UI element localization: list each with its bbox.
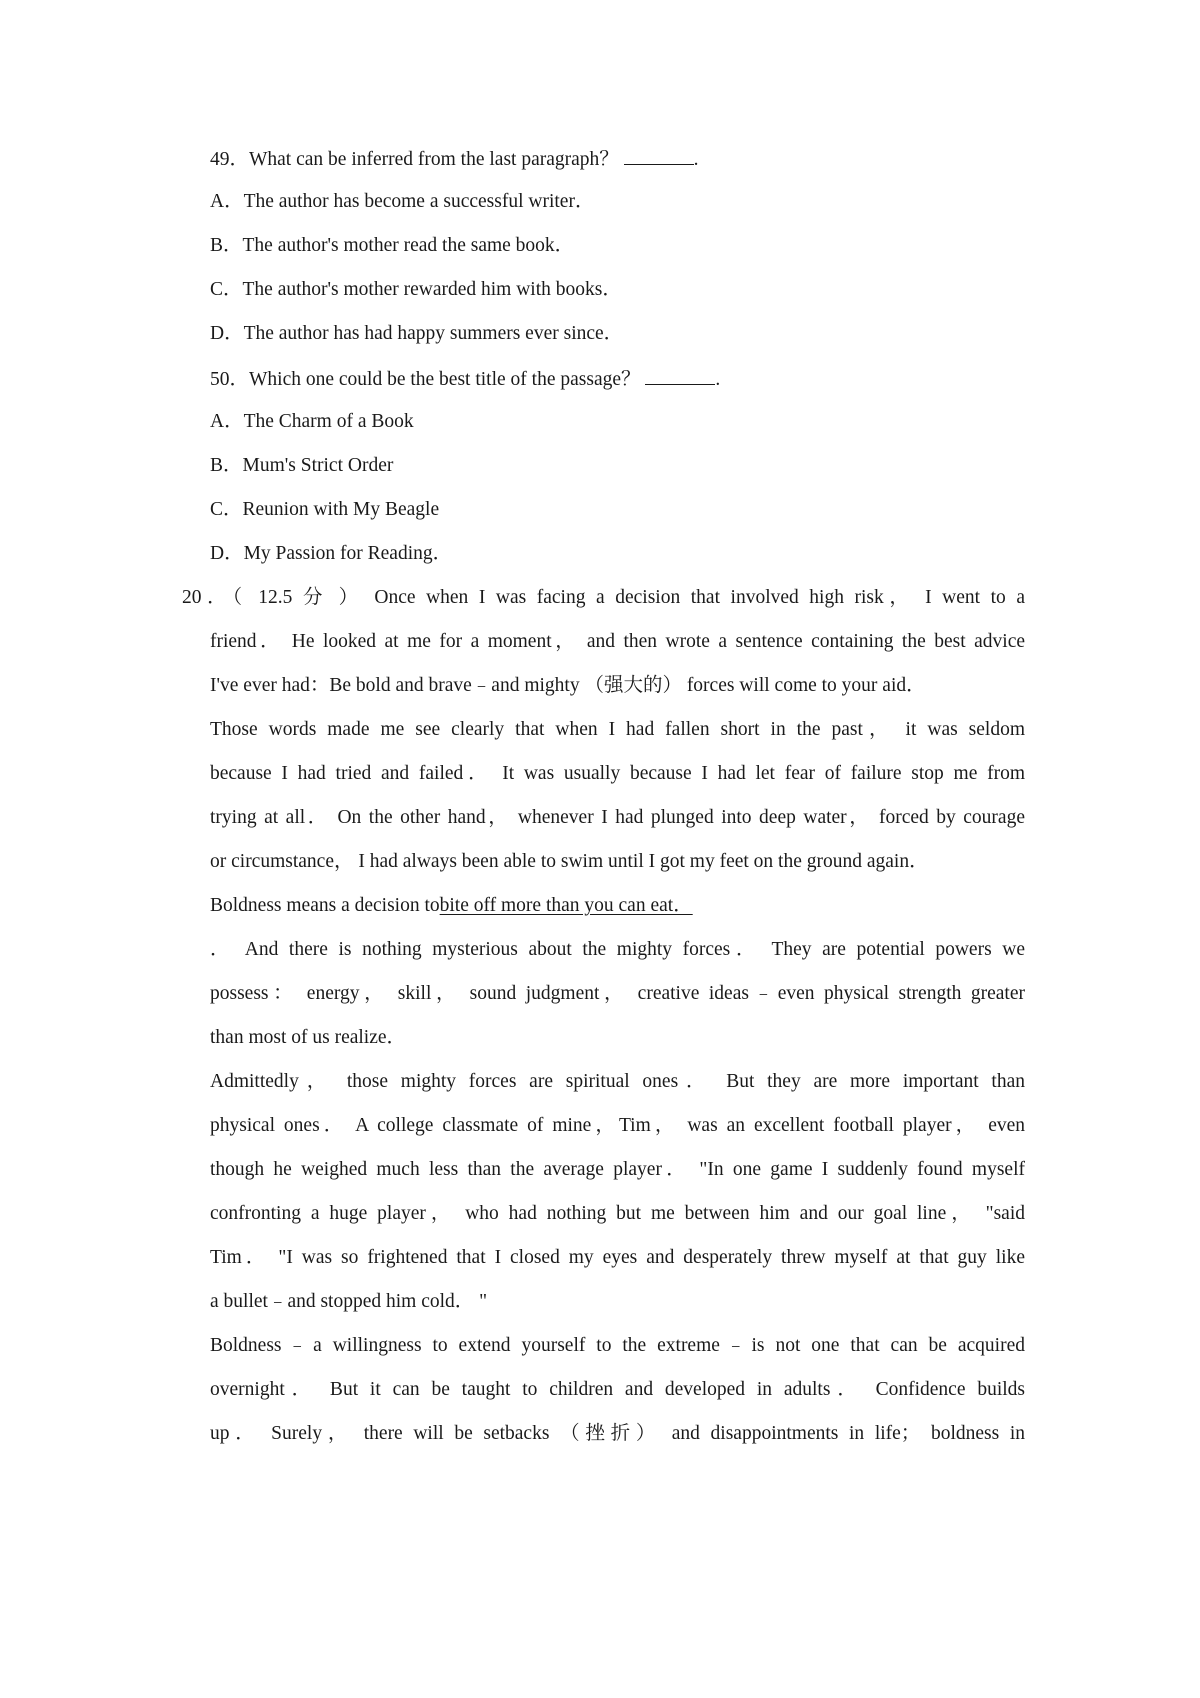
boldness-prefix: Boldness means a decision to — [210, 895, 440, 916]
answer-blank — [645, 366, 715, 385]
passage-line: ． And there is nothing mysterious about the mighty forces． They are potential powers we — [210, 939, 1025, 960]
passage-line: or circumstance， I had always been able to swim until I got my feet on the ground again． — [210, 851, 929, 872]
question-49-tail: . — [693, 149, 699, 170]
question-50-text: 50．Which one could be the best title of the passage？ — [210, 369, 641, 390]
passage-line: friend． He looked at me for a moment， and then wrote a sentence containing the best advice — [210, 631, 1025, 652]
passage-line: though he weighed much less than the average player． "In one game I suddenly found myself — [210, 1159, 1025, 1180]
question-49-stem — [210, 146, 1025, 172]
passage-line: Tim． "I was so frightened that I closed my eyes and desperately threw myself at that guy like — [210, 1247, 1025, 1268]
passage-line: physical ones． A college classmate of mine，Tim， was an excellent football player， even — [210, 1115, 1025, 1136]
option-a: A．The Charm of a Book — [210, 411, 414, 432]
question-49-text: 49．What can be inferred from the last paragraph？ — [210, 149, 619, 170]
option-b: B．The author's mother read the same book． — [210, 235, 575, 256]
passage-line: confronting a huge player， who had nothing but me between him and our goal line， "said — [210, 1203, 1025, 1224]
option-c: C．The author's mother rewarded him with books． — [210, 279, 622, 300]
option-d: D．My Passion for Reading． — [210, 543, 453, 564]
option-b: B．Mum's Strict Order — [210, 455, 394, 476]
passage-line: overnight． But it can be taught to children and developed in adults． Confidence builds — [210, 1379, 1025, 1400]
boldness-definition-line — [210, 894, 1025, 918]
passage-line: Those words made me see clearly that when I had fallen short in the past， it was seldom — [210, 719, 1025, 740]
passage-line: than most of us realize． — [210, 1027, 407, 1048]
option-c: C．Reunion with My Beagle — [210, 499, 440, 520]
passage-line: a bullet﹣and stopped him cold． " — [210, 1291, 488, 1312]
passage-line: Admittedly， those mighty forces are spiritual ones． But they are more important than — [210, 1071, 1025, 1092]
option-d: D．The author has had happy summers ever since． — [210, 323, 624, 344]
passage-line: because I had tried and failed． It was usually because I had let fear of failure stop me from — [210, 763, 1025, 784]
passage-line: I've ever had：Be bold and brave﹣and mighty （强大的） forces will come to your aid． — [210, 675, 926, 696]
passage-line: Boldness﹣a willingness to extend yourself to the extreme﹣is not one that can be acquired — [210, 1335, 1025, 1356]
passage-line: possess： energy， skill， sound judgment， creative ideas﹣even physical strength greater — [210, 983, 1025, 1004]
passage-line: trying at all． On the other hand， whenever I had plunged into deep water， forced by courage — [210, 807, 1025, 828]
question-50-tail: . — [715, 369, 721, 390]
question-50-stem — [210, 366, 1025, 392]
answer-blank — [624, 146, 694, 165]
question-20-header: 20．（ 12.5 分 ） Once when I was facing a decision that involved high risk， I went to a — [182, 587, 1025, 608]
option-a: A．The author has become a successful writer． — [210, 191, 595, 212]
passage-line: up． Surely， there will be setbacks （挫折） and disappointments in life； boldness in — [210, 1423, 1025, 1444]
underlined-phrase: bite off more than you can eat． — [439, 895, 693, 916]
